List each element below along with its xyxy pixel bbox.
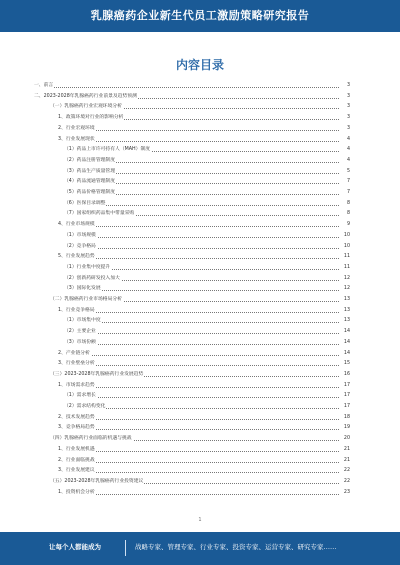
toc-entry[interactable]	[58, 350, 350, 358]
toc-entry-label: （2）药品注册管理制度	[64, 157, 116, 163]
toc-leader-dots	[58, 472, 339, 473]
toc-entry-label: （7）国家组织药品集中带量采购	[64, 211, 135, 217]
toc-leader-dots	[64, 322, 339, 323]
toc-leader-dots	[64, 248, 339, 249]
toc-entry[interactable]	[64, 168, 350, 176]
toc-entry-label: （2）需求结构变化	[64, 404, 106, 409]
top-banner	[0, 0, 400, 32]
toc-entry-label: （6）医保目录调整	[64, 200, 106, 206]
toc-entry-label: 2、行业宏观环境	[58, 125, 95, 131]
toc-entry-page: 17	[340, 382, 350, 390]
toc-leader-dots	[58, 451, 339, 452]
toc-entry-page: 9	[340, 221, 350, 229]
toc-entry[interactable]	[58, 136, 350, 144]
toc-entry[interactable]	[58, 360, 350, 368]
footer-tagline: 战略专家、管理专家、行业专家、投资专家、运营专家、研究专家……	[135, 543, 337, 551]
toc-entry-page: 4	[340, 157, 350, 165]
toc-entry-label: （4）药品流通管理制度	[64, 179, 116, 185]
toc-entry[interactable]	[64, 146, 350, 154]
toc-entry-page: 7	[340, 178, 350, 186]
toc-entry-page: 14	[340, 328, 350, 336]
toc-leader-dots	[58, 387, 339, 388]
toc-leader-dots	[64, 290, 339, 291]
toc-entry-page: 11	[340, 253, 350, 261]
toc-entry-page: 3	[340, 93, 350, 101]
toc-entry-page: 20	[340, 435, 350, 443]
toc-entry[interactable]	[34, 93, 350, 101]
toc-entry-page: 13	[340, 296, 350, 304]
toc-entry-page: 21	[340, 446, 350, 454]
toc-entry[interactable]	[58, 414, 350, 422]
page-number: 1	[198, 517, 202, 523]
toc-entry-label: 1、政策环境对行业的影响分析	[58, 115, 124, 121]
toc-entry-label: （3）市场份额	[64, 339, 96, 345]
toc-entry-page: 15	[340, 360, 350, 368]
toc-entry[interactable]	[58, 382, 350, 390]
toc-entry-page: 11	[340, 264, 350, 272]
toc-leader-dots	[58, 312, 339, 313]
toc-entry-label: （1）行业集中度提升	[64, 264, 111, 270]
toc-entry-page: 14	[340, 339, 350, 347]
toc-entry-label: （一）乳腺癌药行业宏观环境分析	[50, 104, 122, 110]
toc-entry-label: 1、投资机会分析	[58, 489, 95, 495]
toc-entry-page: 3	[340, 82, 350, 90]
toc-entry-label: （四）乳腺癌药行业面临的机遇与挑战	[50, 436, 132, 442]
toc-entry-page: 12	[340, 275, 350, 283]
toc-entry[interactable]	[58, 457, 350, 465]
toc-entry[interactable]	[50, 296, 350, 304]
toc-entry[interactable]	[64, 210, 350, 218]
toc-entry[interactable]	[64, 200, 350, 208]
toc-entry[interactable]	[64, 243, 350, 251]
toc-entry[interactable]	[58, 125, 350, 133]
toc-entry[interactable]	[58, 114, 350, 122]
toc-entry-page: 19	[340, 424, 350, 432]
toc-entry[interactable]	[50, 103, 350, 111]
toc-entry-page: 8	[340, 210, 350, 218]
toc-entry[interactable]	[50, 478, 350, 486]
toc-leader-dots	[64, 344, 339, 345]
toc-leader-dots	[58, 462, 339, 463]
toc-entry-page: 23	[340, 489, 350, 497]
toc-leader-dots	[58, 419, 339, 420]
toc-entry-page: 17	[340, 403, 350, 411]
toc-entry[interactable]	[34, 82, 350, 90]
toc-entry-label: （5）药品价格管理制度	[64, 190, 116, 195]
toc-entry[interactable]	[64, 232, 350, 240]
toc-entry-label: 3、行业发展现状	[58, 136, 95, 142]
toc-entry-label: 二、2023-2028年乳腺癌药行业前景及趋势预测	[34, 93, 137, 99]
toc-entry-page: 17	[340, 392, 350, 400]
toc-entry-label: 2、技术发展趋势	[58, 414, 95, 420]
toc-leader-dots	[58, 429, 339, 430]
toc-entry[interactable]	[64, 157, 350, 165]
toc-entry[interactable]	[64, 339, 350, 347]
toc-entry-label: （2）创新药研发投入加大	[64, 275, 120, 281]
toc-entry[interactable]	[64, 317, 350, 325]
toc-entry-label: 2、行业面临挑战	[58, 457, 95, 463]
toc-entry[interactable]	[64, 264, 350, 272]
toc-entry[interactable]	[58, 446, 350, 454]
toc-entry[interactable]	[64, 275, 350, 283]
toc-leader-dots	[58, 355, 339, 356]
toc-entry[interactable]	[50, 435, 350, 443]
toc-entry[interactable]	[58, 424, 350, 432]
toc-leader-dots	[58, 494, 339, 495]
toc-entry-label: 5、行业发展趋势	[58, 254, 95, 260]
toc-entry-page: 3	[340, 125, 350, 133]
toc-leader-dots	[58, 365, 339, 366]
bottom-banner	[0, 532, 400, 565]
toc-entry-page: 16	[340, 371, 350, 379]
toc-entry-page: 10	[340, 232, 350, 240]
toc-entry-label: 1、行业竞争格局	[58, 307, 95, 313]
toc-entry-label: （1）市场集中度	[64, 318, 101, 324]
footer-slogan: 让每个人都能成为	[49, 543, 101, 551]
toc-entry-label: （1）市场规模	[64, 232, 96, 238]
toc-entry[interactable]	[58, 307, 350, 315]
toc-entry-page: 22	[340, 467, 350, 475]
toc-entry-page: 21	[340, 457, 350, 465]
toc-entry-label: 2、产业链分析	[58, 350, 90, 356]
toc-entry-label: 3、行业壁垒分析	[58, 361, 95, 367]
toc-entry-label: 4、行业市场规模	[58, 222, 95, 228]
toc-entry-label: （1）药品上市许可持有人（MAH）制度	[64, 147, 151, 153]
toc-leader-dots	[58, 130, 339, 131]
toc-leader-dots	[58, 141, 339, 142]
toc-entry[interactable]	[58, 253, 350, 261]
toc-entry-page: 13	[340, 317, 350, 325]
toc-entry-label: 1、市场需求趋势	[58, 382, 95, 388]
toc-entry-page: 22	[340, 478, 350, 486]
toc-entry-label: 1、行业发展机遇	[58, 446, 95, 452]
toc-entry[interactable]	[64, 178, 350, 186]
toc-entry-page: 7	[340, 189, 350, 197]
toc-entry[interactable]	[64, 328, 350, 336]
toc-entry-label: 一、前言	[34, 83, 54, 88]
footer-divider	[125, 540, 126, 556]
toc-entry-label: 3、竞争格局趋势	[58, 425, 95, 431]
toc-entry-page: 12	[340, 285, 350, 293]
toc-entry-page: 10	[340, 243, 350, 251]
toc-leader-dots	[64, 397, 339, 398]
toc-entry-label: （2）竞争格局	[64, 243, 96, 249]
toc-entry-page: 3	[340, 114, 350, 122]
toc-leader-dots	[64, 237, 339, 238]
toc-entry[interactable]	[58, 221, 350, 229]
toc-entry-label: 3、行业发展建议	[58, 468, 95, 474]
toc-entry[interactable]	[58, 467, 350, 475]
toc-leader-dots	[58, 226, 339, 227]
toc-entry[interactable]	[64, 392, 350, 400]
toc-entry-page: 14	[340, 350, 350, 358]
report-title: 乳腺癌药企业新生代员工激励策略研究报告	[90, 9, 310, 22]
toc-leader-dots	[58, 258, 339, 259]
toc-entry-page: 13	[340, 307, 350, 315]
toc-entry-page: 5	[340, 168, 350, 176]
toc-entry-page: 18	[340, 414, 350, 422]
toc-entry[interactable]	[58, 489, 350, 497]
toc-entry-page: 3	[340, 103, 350, 111]
toc-entry[interactable]	[64, 403, 350, 411]
toc-entry-label: （3）国际化发展	[64, 286, 101, 292]
toc-entry-label: （三）2023-2028年乳腺癌药行业发展趋势	[50, 371, 144, 377]
toc-entry[interactable]	[50, 371, 350, 379]
toc-entry[interactable]	[64, 285, 350, 293]
toc-entry-page: 4	[340, 146, 350, 154]
toc-entry-label: （五）2023-2028年乳腺癌药行业投资建议	[50, 478, 144, 484]
toc-entry-label: （二）乳腺癌药行业市场格局分析	[50, 297, 122, 302]
toc-entry-label: （2）主要企业	[64, 329, 96, 335]
toc-leader-dots	[64, 333, 339, 334]
toc-leader-dots	[34, 87, 339, 88]
toc-entry-page: 4	[340, 136, 350, 144]
toc-heading: 内容目录	[175, 58, 224, 72]
toc-entry-page: 8	[340, 200, 350, 208]
toc-entry-label: （3）药品生产质量管理	[64, 168, 116, 174]
toc-entry-label: （1）需求增长	[64, 393, 96, 399]
toc-entry[interactable]	[64, 189, 350, 197]
